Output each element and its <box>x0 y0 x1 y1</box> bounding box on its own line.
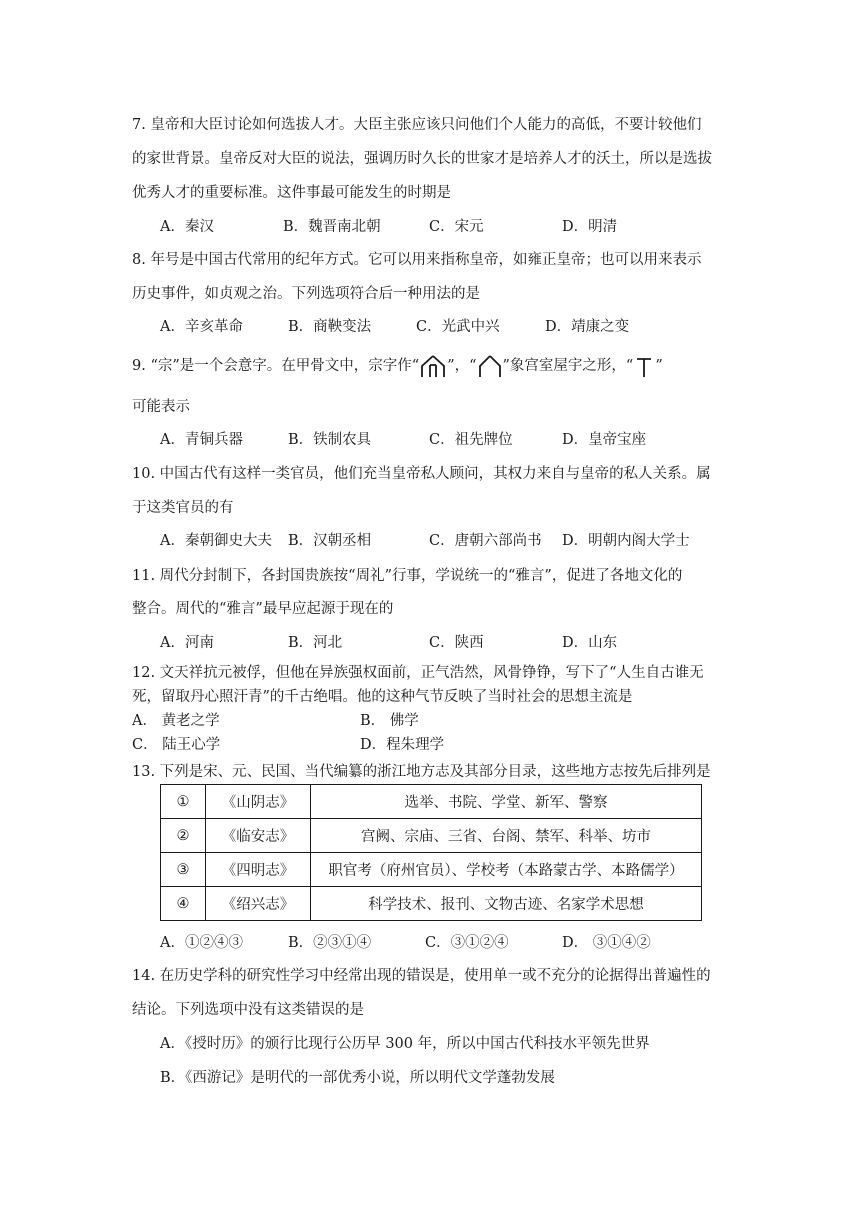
question-8-text-line-2: 历史事件，如贞观之治。下列选项符合后一种用法的是 <box>132 286 480 302</box>
question-11-option-c: C．陕西 <box>429 635 484 651</box>
question-10-option-d: D．明朝内阁大学士 <box>562 533 690 549</box>
question-13-text-line-1: 13. 下列是宋、元、民国、当代编纂的浙江地方志及其部分目录，这些地方志按先后排列是 <box>132 764 711 780</box>
question-14-text-line-1: 14. 在历史学科的研究性学习中经常出现的错误是，使用单一或不充分的论据得出普遍性的 <box>132 968 711 984</box>
question-9-option-d: D．皇帝宝座 <box>562 432 647 448</box>
question-8-text-line-1: 8. 年号是中国古代常用的纪年方式。它可以用来指称皇帝，如雍正皇帝；也可以用来表示 <box>132 252 702 268</box>
question-13-option-b: B．②③①④ <box>288 935 372 951</box>
table-cell-contents: 宫阙、宗庙、三省、台阁、禁军、科举、坊市 <box>311 819 702 853</box>
question-12-text-line-1: 12. 文天祥抗元被俘，但他在异族强权面前，正气浩然，风骨铮铮，写下了“人生自古谁无 <box>132 665 704 681</box>
oracle-bone-shi-glyph <box>633 354 655 378</box>
question-7-text-line-2: 的家世背景。皇帝反对大臣的说法，强调历时久长的世家才是培养人才的沃土，所以是选拔 <box>132 151 712 167</box>
question-11-option-a: A．河南 <box>160 635 214 651</box>
question-9-text-line-2: 可能表示 <box>132 399 190 415</box>
question-10-text-line-2: 于这类官员的有 <box>132 500 234 516</box>
question-9-text-line-1 <box>132 354 663 378</box>
question-12-text-line-2: 死，留取丹心照汗青”的千古绝唱。他的这种气节反映了当时社会的思想主流是 <box>132 689 633 705</box>
question-10-option-c: C．唐朝六部尚书 <box>429 533 542 549</box>
question-9-option-c: C．祖先牌位 <box>429 432 513 448</box>
table-cell-title: 《绍兴志》 <box>206 887 311 921</box>
question-12-option-b: B． 佛学 <box>360 713 419 729</box>
question-7-option-d: D．明清 <box>562 219 618 235</box>
question-14-text-line-2: 结论。下列选项中没有这类错误的是 <box>132 1002 364 1018</box>
question-14-option-a: A．《授时历》的颁行比现行公历早 300 年，所以中国古代科技水平领先世界 <box>160 1036 650 1052</box>
oracle-bone-roof-glyph <box>477 354 503 378</box>
question-8-option-d: D．靖康之变 <box>545 319 630 335</box>
question-10-text-line-1: 10. 中国古代有这样一类官员，他们充当皇帝私人顾问，其权力来自与皇帝的私人关系。属 <box>132 466 711 482</box>
question-10-option-b: B．汉朝丞相 <box>288 533 372 549</box>
table-row <box>161 819 702 853</box>
question-10-option-a: A．秦朝御史大夫 <box>160 533 272 549</box>
question-9-segment-4: ” <box>655 358 663 374</box>
table-row <box>161 887 702 921</box>
question-7-option-c: C．宋元 <box>429 219 484 235</box>
table-row <box>161 785 702 819</box>
question-12-option-a: A． 黄老之学 <box>132 713 220 729</box>
table-cell-contents: 选举、书院、学堂、新军、警察 <box>311 785 702 819</box>
table-cell-title: 《四明志》 <box>206 853 311 887</box>
table-row <box>161 853 702 887</box>
table-cell-number: ② <box>161 819 206 853</box>
question-13-option-c: C．③①②④ <box>425 935 509 951</box>
question-14-option-b: B．《西游记》是明代的一部优秀小说，所以明代文学蓬勃发展 <box>160 1070 555 1086</box>
question-7-option-a: A．秦汉 <box>160 219 214 235</box>
table-cell-title: 《山阴志》 <box>206 785 311 819</box>
question-9-segment-2: ”，“ <box>447 358 477 374</box>
question-12-option-c: C． 陆王心学 <box>132 737 221 753</box>
table-cell-title: 《临安志》 <box>206 819 311 853</box>
gazetteer-table <box>160 784 702 921</box>
question-12-option-d: D．程朱理学 <box>360 737 445 753</box>
table-cell-number: ① <box>161 785 206 819</box>
question-13-option-a: A．①②④③ <box>160 935 243 951</box>
question-9-option-b: B．铁制农具 <box>288 432 372 448</box>
question-8-option-b: B．商鞅变法 <box>288 319 372 335</box>
table-cell-contents: 职官考（府州官员）、学校考（本路蒙古学、本路儒学） <box>311 853 702 887</box>
table-cell-contents: 科学技术、报刊、文物古迹、名家学术思想 <box>311 887 702 921</box>
question-11-option-d: D．山东 <box>562 635 618 651</box>
question-11-text-line-2: 整合。周代的“雅言”最早应起源于现在的 <box>132 601 394 617</box>
table-cell-number: ④ <box>161 887 206 921</box>
question-9-option-a: A．青铜兵器 <box>160 432 243 448</box>
question-7-option-b: B．魏晋南北朝 <box>283 219 381 235</box>
question-9-segment-3: ”象宫室屋宇之形，“ <box>502 358 634 374</box>
table-cell-number: ③ <box>161 853 206 887</box>
question-7-text-line-1: 7. 皇帝和大臣讨论如何选拔人才。大臣主张应该只问他们个人能力的高低，不要计较他们 <box>132 117 702 133</box>
question-9-segment-1: 9. “宗”是一个会意字。在甲骨文中，宗字作“ <box>132 358 420 374</box>
question-11-text-line-1: 11. 周代分封制下，各封国贵族按“周礼”行事，学说统一的“雅言”，促进了各地文化的 <box>132 568 683 584</box>
oracle-bone-zong-glyph <box>419 354 447 378</box>
question-7-text-line-3: 优秀人才的重要标准。这件事最可能发生的时期是 <box>132 185 451 201</box>
question-13-option-d: D． ③①④② <box>562 935 651 951</box>
question-8-option-a: A．辛亥革命 <box>160 319 243 335</box>
question-8-option-c: C．光武中兴 <box>416 319 500 335</box>
question-11-option-b: B．河北 <box>288 635 343 651</box>
